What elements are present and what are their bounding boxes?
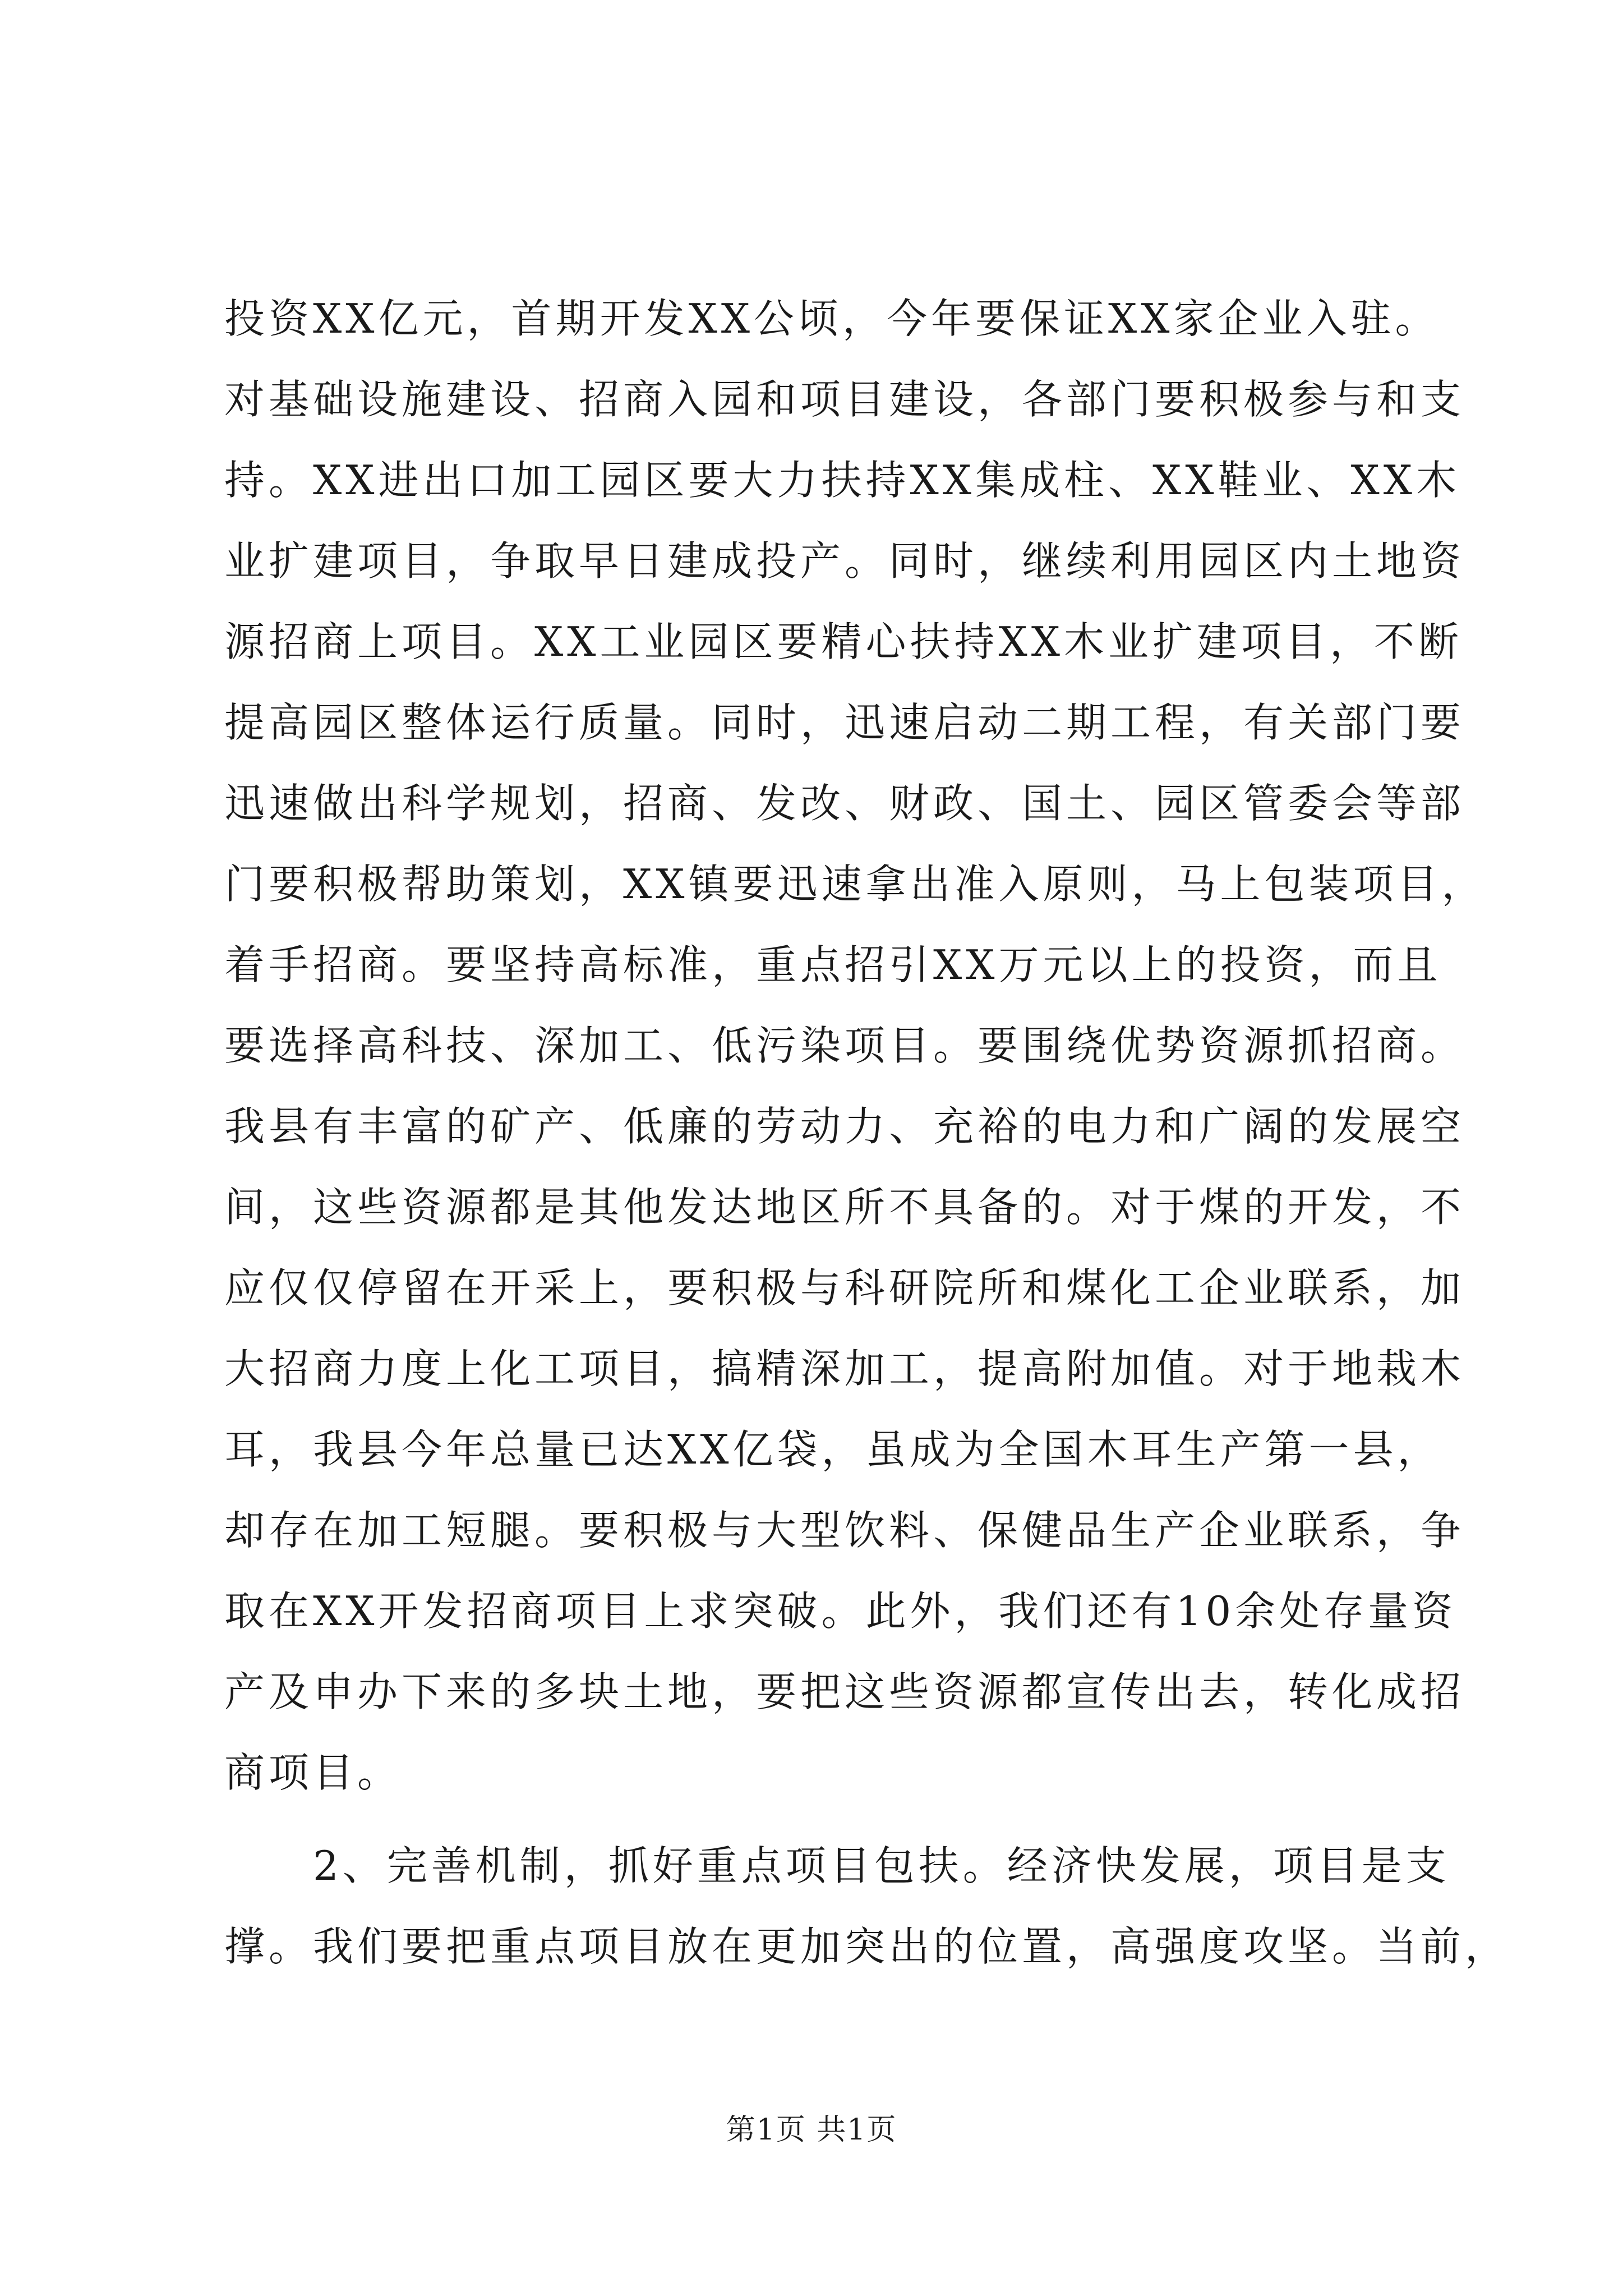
page-footer: 第1页 共1页 [726,2113,897,2147]
body-text-line: 着手招商。要坚持高标准，重点招引XX万元以上的投资，而且 [224,941,1442,988]
body-text-line: 迅速做出科学规划，招商、发改、财政、国土、园区管委会等部 [224,780,1465,827]
body-text-line: 投资XX亿元，首期开发XX公顷，今年要保证XX家企业入驻。 [224,295,1440,342]
body-text-line: 却存在加工短腿。要积极与大型饮料、保健品生产企业联系，争 [224,1507,1465,1554]
body-text-line: 2、完善机制，抓好重点项目包扶。经济快发展，项目是支 [224,1842,1450,1889]
body-text-line: 撑。我们要把重点项目放在更加突出的位置，高强度攻坚。当前， [224,1923,1510,1970]
body-text-line: 应仅仅停留在开采上，要积极与科研院所和煤化工企业联系，加 [224,1264,1465,1312]
body-text-line: 商项目。 [224,1749,402,1796]
body-text-line: 耳，我县今年总量已达XX亿袋，虽成为全国木耳生产第一县， [224,1426,1442,1473]
body-text-line: 门要积极帮助策划，XX镇要迅速拿出准入原则，马上包装项目， [224,861,1486,908]
body-text-line: 取在XX开发招商项目上求突破。此外，我们还有10余处存量资 [224,1588,1457,1635]
body-text-line: 持。XX进出口加工园区要大力扶持XX集成柱、XX鞋业、XX木 [224,457,1461,504]
body-text-line: 源招商上项目。XX工业园区要精心扶持XX木业扩建项目，不断 [224,618,1463,665]
body-text-line: 产及申办下来的多块土地，要把这些资源都宣传出去，转化成招 [224,1668,1465,1715]
body-text-line: 间，这些资源都是其他发达地区所不具备的。对于煤的开发，不 [224,1184,1465,1231]
body-text-line: 业扩建项目，争取早日建成投产。同时，继续利用园区内土地资 [224,537,1465,585]
body-text-line: 提高园区整体运行质量。同时，迅速启动二期工程，有关部门要 [224,699,1465,746]
body-text-line: 对基础设施建设、招商入园和项目建设，各部门要积极参与和支 [224,376,1465,423]
body-text-line: 大招商力度上化工项目，搞精深加工，提高附加值。对于地栽木 [224,1345,1465,1392]
body-text-line: 我县有丰富的矿产、低廉的劳动力、充裕的电力和广阔的发展空 [224,1103,1465,1150]
body-text-line: 要选择高科技、深加工、低污染项目。要围绕优势资源抓招商。 [224,1022,1465,1069]
